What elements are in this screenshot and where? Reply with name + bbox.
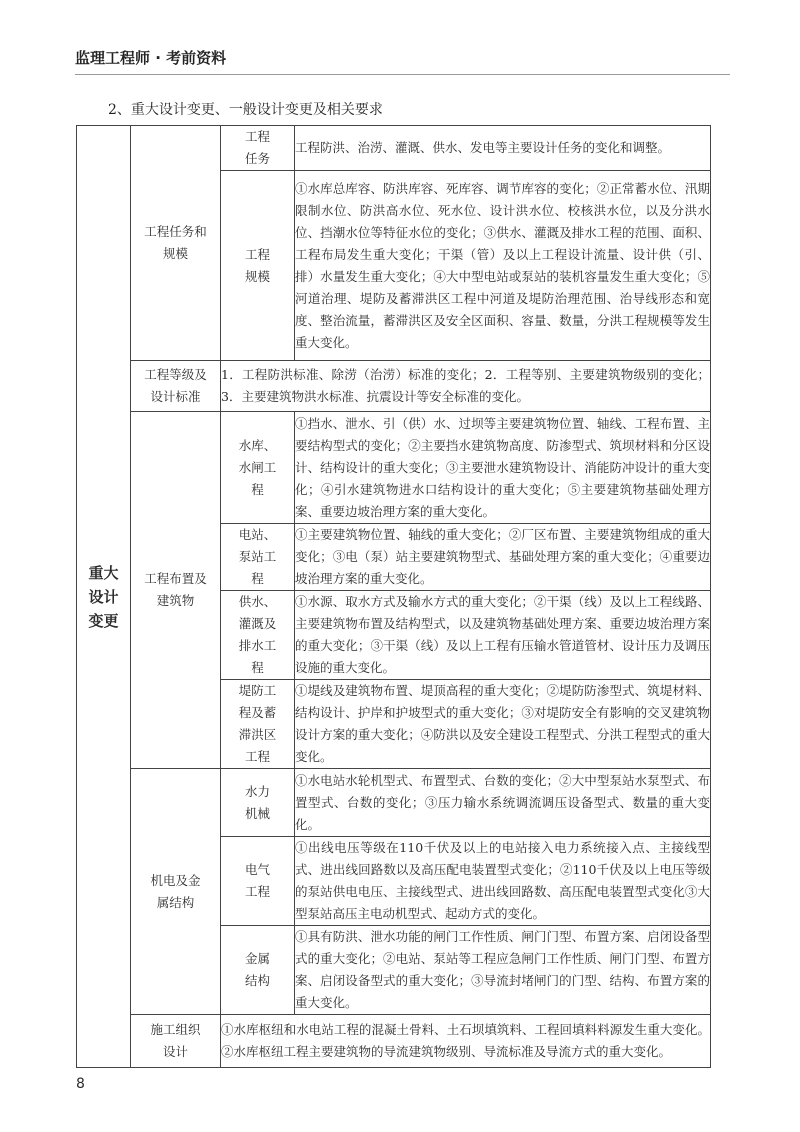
- category-mech-metal: 机电及金属结构: [131, 769, 221, 1015]
- design-change-table: [76, 125, 711, 1068]
- desc-task-scale: ①水库总库容、防洪库容、死库容、调节库容的变化；②正常蓄水位、汛期限制水位、防洪高水位、死水位、设计洪水位、校核洪水位，以及分洪水位、挡潮水位等特征水位的变化；③供水、灌溉及排水工程的范围、面积、工程布局发生重大变化；干渠（管）及以上工程设计流量、设计供（引、排）水量发生重大变化；④大中型电站或泵站的装机容量发生重大变化；⑤河道治理、堤防及蓄滞洪区工程中河道及堤防治理范围、治导线形态和宽度、整治流量，蓄滞洪区及安全区面积、容量、数量，分洪工程规模等发生重大变化。: [295, 171, 711, 361]
- desc-level-standard: 1．工程防洪标准、除涝（治涝）标准的变化；2．工程等别、主要建筑物级别的变化；3．主要建筑物洪水标准、抗震设计等安全标准的变化。: [221, 361, 711, 412]
- category-level-standard: 工程等级及设计标准: [131, 361, 221, 412]
- section-title: 2、重大设计变更、一般设计变更及相关要求: [108, 102, 383, 118]
- desc-construction: ①水库枢纽和水电站工程的混凝土骨料、土石坝填筑料、工程回填料料源发生重大变化。②水库枢纽工程主要建筑物的导流建筑物级别、导流标准及导流方式的重大变化。: [221, 1015, 711, 1068]
- table-row: [77, 769, 711, 837]
- table-row: [77, 361, 711, 412]
- table-row: [77, 1015, 711, 1068]
- sub-metal-structure: 金属结构: [221, 926, 295, 1015]
- desc-levee: ①堤线及建筑物布置、堤顶高程的重大变化；②堤防防渗型式、筑堤材料、结构设计、护岸和护坡型式的重大变化；③对堤防安全有影响的交叉建筑物设计方案的重大变化；④防洪以及安全建设工程型式、分洪工程型式的重大变化。: [295, 680, 711, 769]
- category-construction: 施工组织设计: [131, 1015, 221, 1068]
- desc-electrical: ①出线电压等级在110千伏及以上的电站接入电力系统接入点、主接线型式、进出线回路数以及高压配电装置型式变化；②110千伏及以上电压等级的泵站供电电压、主接线型式、进出线回路数、高压配电装置型式变化③大型泵站高压主电动机型式、起动方式的变化。: [295, 837, 711, 926]
- category-task-scale: 工程任务和规模: [131, 126, 221, 361]
- desc-hydraulic-machinery: ①水电站水轮机型式、布置型式、台数的变化；②大中型泵站水泵型式、布置型式、台数的变化；③压力输水系统调流调压设备型式、数量的重大变化。: [295, 769, 711, 837]
- sub-water-supply: 供水、灌溉及排水工程: [221, 591, 295, 680]
- header-divider: [75, 74, 730, 75]
- desc-task-mission: 工程防洪、治涝、灌溉、供水、发电等主要设计任务的变化和调整。: [295, 126, 711, 171]
- desc-reservoir-sluice: ①挡水、泄水、引（供）水、过坝等主要建筑物位置、轴线、工程布置、主要结构型式的变化；②主要挡水建筑物高度、防渗型式、筑坝材料和分区设计、结构设计的重大变化；③主要泄水建筑物设计、消能防冲设计的重大变化；④引水建筑物进水口结构设计的重大变化；⑤主要建筑物基础处理方案、重要边坡治理方案的重大变化。: [295, 412, 711, 524]
- sub-levee: 堤防工程及蓄滞洪区工程: [221, 680, 295, 769]
- page-number: 8: [76, 1076, 85, 1092]
- sub-reservoir-sluice: 水库、水闸工程: [221, 412, 295, 524]
- sub-station-pump: 电站、泵站工程: [221, 524, 295, 591]
- sub-task-scale: 工程规模: [221, 171, 295, 361]
- desc-water-supply: ①水源、取水方式及输水方式的重大变化；②干渠（线）及以上工程线路、主要建筑物布置及结构型式，以及建筑物基础处理方案、重要边坡治理方案的重大变化；③干渠（线）及以上工程有压输水管道管材、设计压力及调压设施的重大变化。: [295, 591, 711, 680]
- page-header: 监理工程师 · 考前资料: [75, 49, 227, 67]
- sub-electrical: 电气工程: [221, 837, 295, 926]
- sub-task-mission: 工程任务: [221, 126, 295, 171]
- table-row: [77, 412, 711, 524]
- desc-station-pump: ①主要建筑物位置、轴线的重大变化；②厂区布置、主要建筑物组成的重大变化；③电（泵）站主要建筑物型式、基础处理方案的重大变化；④重要边坡治理方案的重大变化。: [295, 524, 711, 591]
- table-row: [77, 126, 711, 171]
- major-change-label: 重大设计变更: [77, 126, 131, 1068]
- desc-metal-structure: ①具有防洪、泄水功能的闸门工作性质、闸门门型、布置方案、启闭设备型式的重大变化；②电站、泵站等工程应急闸门工作性质、闸门门型、布置方案、启闭设备型式的重大变化；③导流封堵闸门的门型、结构、布置方案的重大变化。: [295, 926, 711, 1015]
- category-layout-buildings: 工程布置及建筑物: [131, 412, 221, 769]
- sub-hydraulic-machinery: 水力机械: [221, 769, 295, 837]
